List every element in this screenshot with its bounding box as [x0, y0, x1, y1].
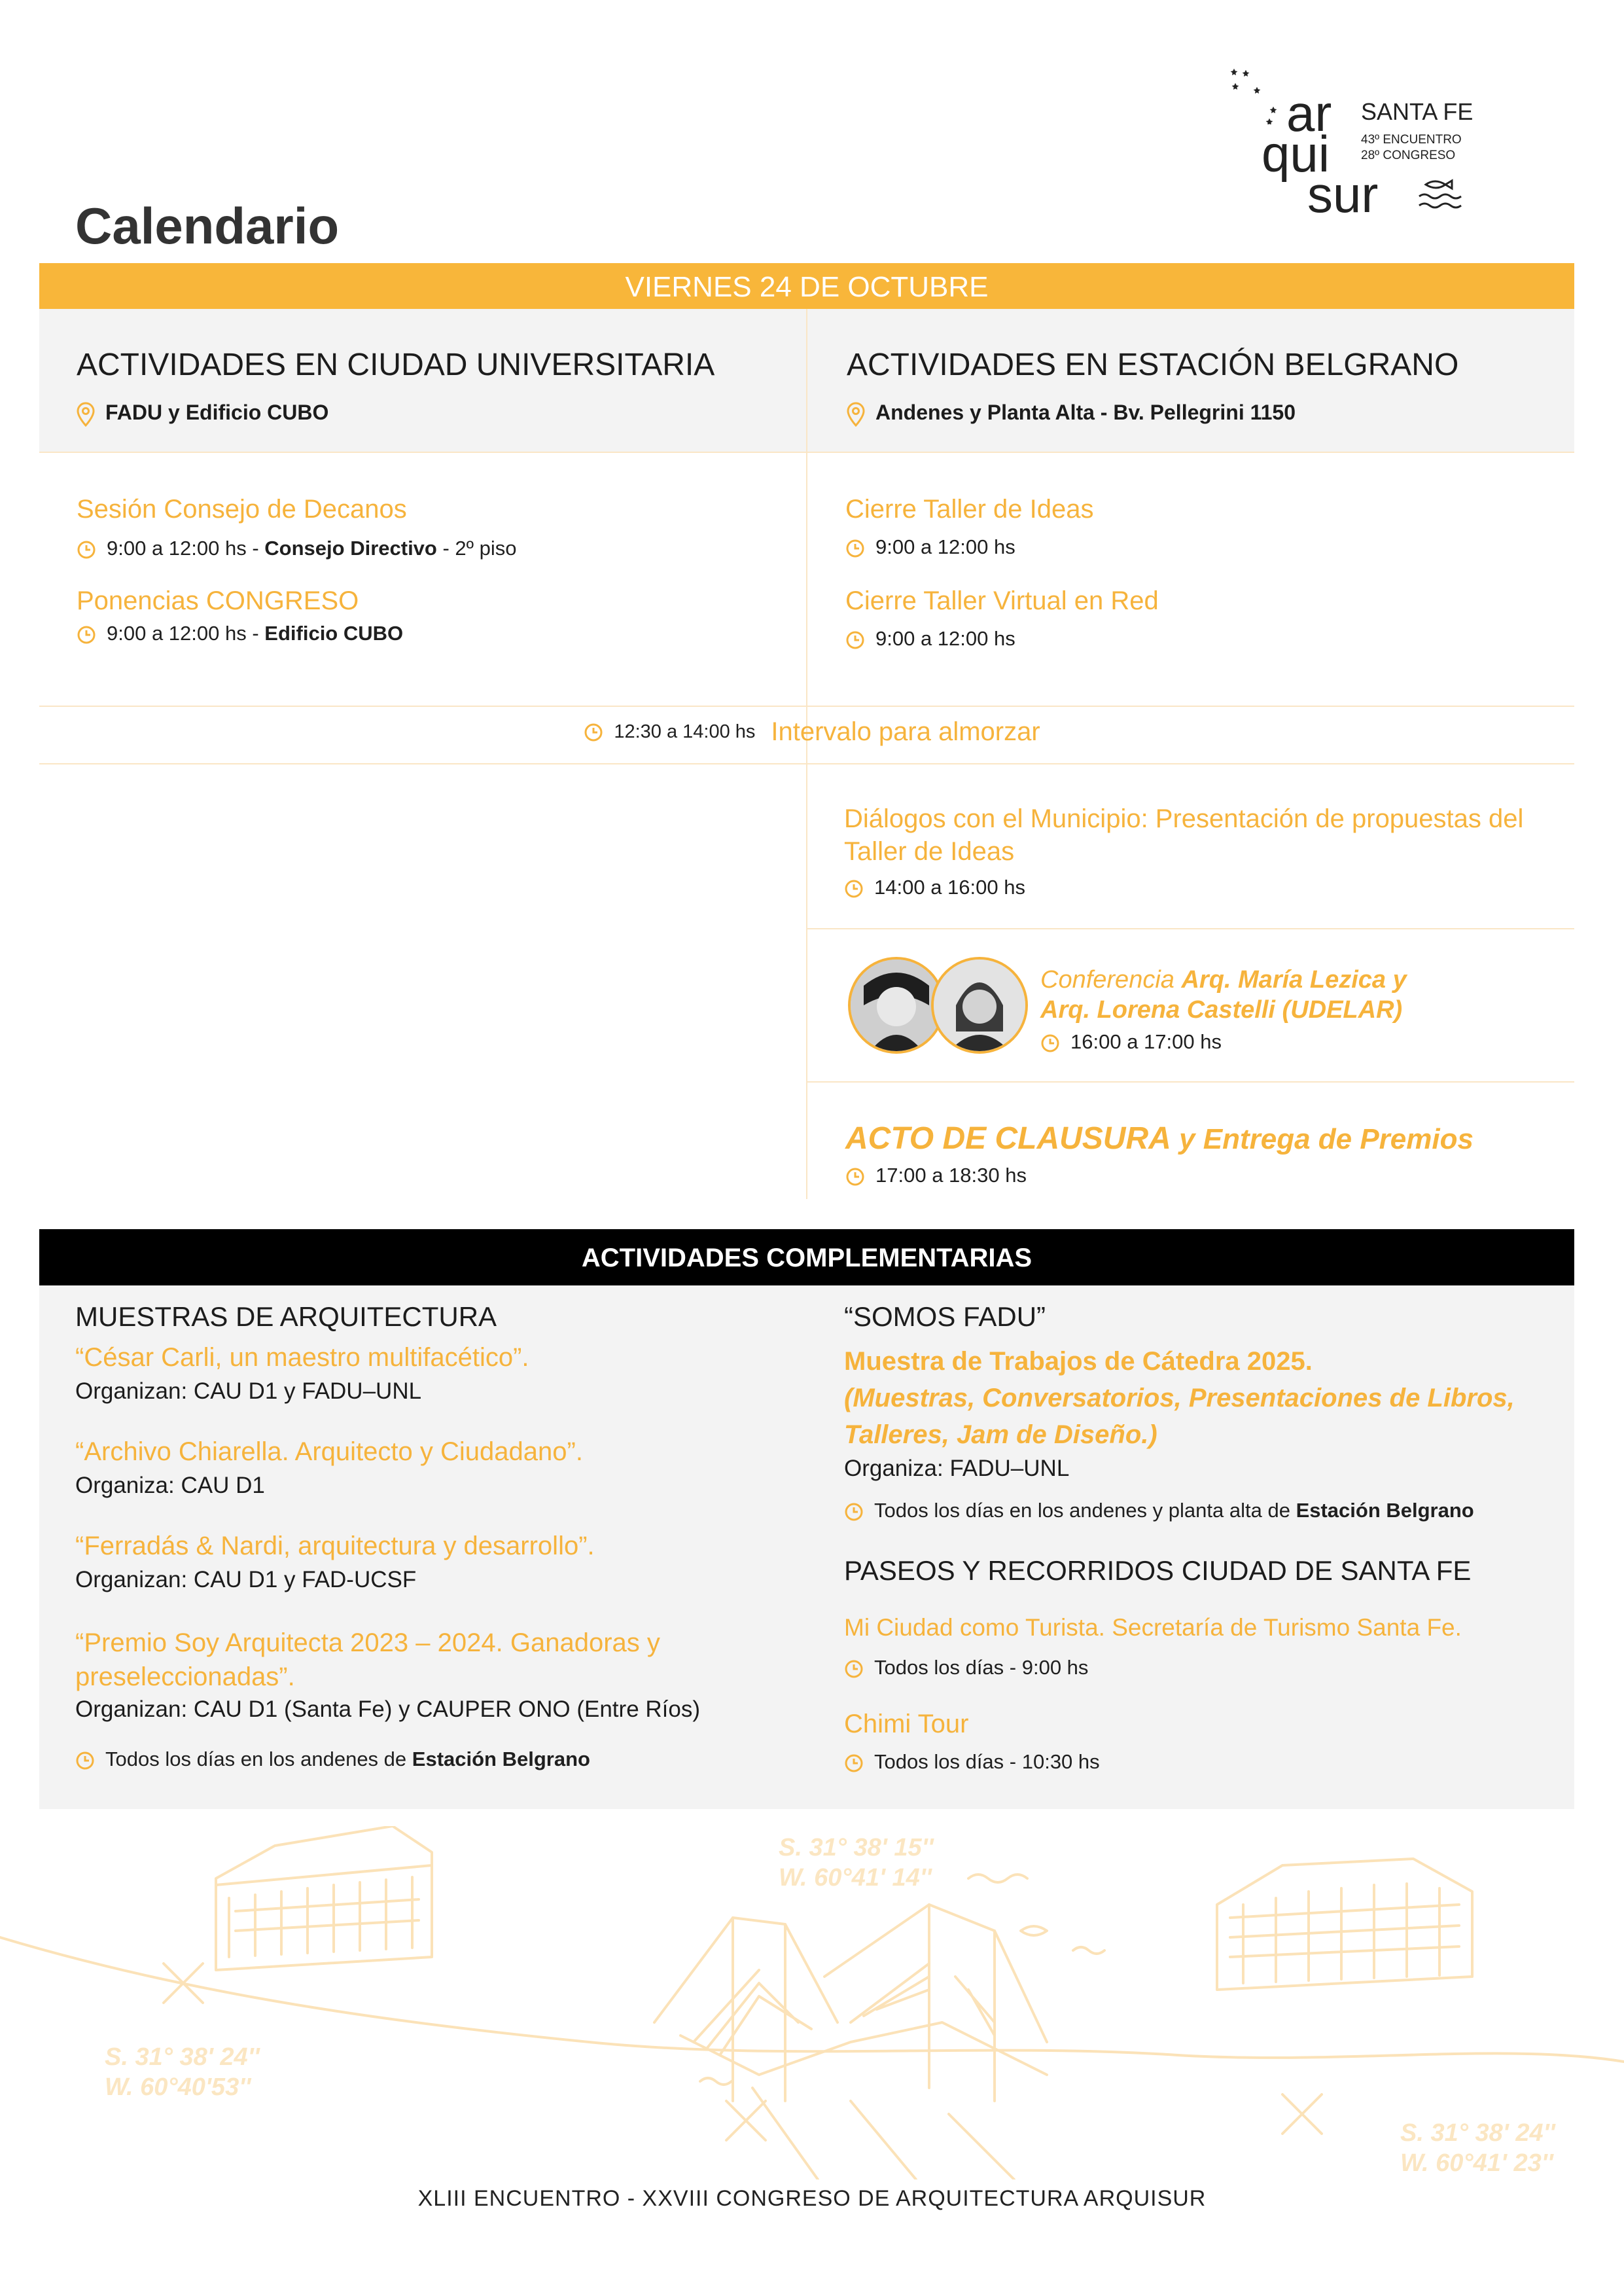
day-header: VIERNES 24 DE OCTUBRE [39, 263, 1574, 309]
divider [807, 1081, 1574, 1083]
logo-word-3: sur [1307, 166, 1379, 223]
event-title: Sesión Consejo de Decanos [77, 495, 407, 524]
paseo-title: Chimi Tour [844, 1710, 969, 1738]
lunch-row [0, 717, 1624, 747]
muestra-org: Organiza: CAU D1 [75, 1473, 265, 1498]
logo-encuentro: 43º ENCUENTRO [1361, 133, 1462, 147]
clock-icon [584, 723, 603, 742]
event-time: 9:00 a 12:00 hs - Edificio CUBO [77, 622, 403, 645]
speaker-photo-castelli [931, 957, 1028, 1054]
stars-icon [1230, 65, 1282, 124]
muestra-org: Organizan: CAU D1 y FADU–UNL [75, 1378, 422, 1404]
clock-icon [845, 630, 865, 650]
location-pin-icon [77, 402, 95, 427]
divider [39, 763, 1574, 764]
clock-icon [844, 1502, 864, 1522]
complementarias-header: ACTIVIDADES COMPLEMENTARIAS [39, 1229, 1574, 1285]
conferencia-time: 16:00 a 17:00 hs [1040, 1030, 1222, 1054]
page-title: Calendario [75, 197, 340, 255]
speaker-photo-lezica [848, 957, 945, 1054]
left-location [77, 401, 328, 427]
somos-title: “SOMOS FADU” [844, 1301, 1046, 1332]
clock-icon [75, 1751, 95, 1770]
right-section-title: ACTIVIDADES EN ESTACIÓN BELGRANO [847, 348, 1459, 382]
right-location-text: Andenes y Planta Alta - Bv. Pellegrini 1150 [875, 401, 1296, 424]
clausura-title: ACTO DE CLAUSURA y Entrega de Premios [845, 1121, 1474, 1156]
clock-icon [844, 1753, 864, 1773]
paseo-title: Mi Ciudad como Turista. Secretaría de Turismo Santa Fe. [844, 1614, 1462, 1641]
dialogos-time: 14:00 a 16:00 hs [844, 876, 1025, 899]
somos-org: Organiza: FADU–UNL [844, 1456, 1070, 1481]
location-pin-icon [847, 402, 865, 427]
muestras-note: Todos los días en los andenes de Estación Belgrano [75, 1748, 590, 1771]
page-footer: XLIII ENCUENTRO - XXVIII CONGRESO DE ARQUITECTURA ARQUISUR [417, 2186, 1207, 2211]
conferencia-title: Conferencia Arq. María Lezica y Arq. Lorena Castelli (UDELAR) [1040, 966, 1407, 1024]
clausura-time: 17:00 a 18:30 hs [845, 1164, 1027, 1187]
event-time: 9:00 a 12:00 hs [845, 535, 1015, 559]
paseo-time: Todos los días - 10:30 hs [844, 1750, 1100, 1774]
clock-icon [845, 1167, 865, 1187]
clock-icon [77, 540, 96, 560]
muestra-title: “Archivo Chiarella. Arquitecto y Ciudadano”. [75, 1437, 583, 1466]
event-time: 9:00 a 12:00 hs [845, 627, 1015, 651]
event-time: 9:00 a 12:00 hs - Consejo Directivo - 2º piso [77, 537, 516, 560]
event-title: Cierre Taller de Ideas [845, 495, 1094, 524]
left-location-text: FADU y Edificio CUBO [105, 401, 329, 424]
muestra-org: Organizan: CAU D1 y FAD-UCSF [75, 1567, 417, 1592]
muestra-org: Organizan: CAU D1 (Santa Fe) y CAUPER ONO (Entre Ríos) [75, 1696, 700, 1722]
logo-congreso: 28º CONGRESO [1361, 149, 1456, 162]
clock-icon [844, 1659, 864, 1679]
left-section-title: ACTIVIDADES EN CIUDAD UNIVERSITARIA [77, 348, 715, 382]
clock-icon [77, 625, 96, 645]
event-title: Ponencias CONGRESO [77, 586, 359, 615]
divider [39, 706, 1574, 707]
coordinate-bridge: S. 31° 38' 15'' W. 60°41' 14'' [779, 1834, 934, 1892]
divider [39, 452, 1574, 453]
logo-city: SANTA FE [1361, 98, 1474, 125]
dialogos-title: Diálogos con el Municipio: Presentación de propuestas del Taller de Ideas [844, 804, 1524, 866]
somos-note: Todos los días en los andenes y planta alta de Estación Belgrano [844, 1499, 1474, 1522]
logo-word-2: qui [1262, 125, 1330, 183]
muestra-title: “César Carli, un maestro multifacético”. [75, 1343, 529, 1372]
lunch-time: 12:30 a 14:00 hs [614, 721, 756, 742]
coordinate-right: S. 31° 38' 24'' W. 60°41' 23'' [1400, 2119, 1555, 2177]
muestra-title: “Ferradás & Nardi, arquitectura y desarrollo”. [75, 1532, 595, 1560]
coordinate-left: S. 31° 38' 24'' W. 60°40'53'' [105, 2043, 260, 2101]
column-divider [806, 309, 807, 1199]
divider [807, 928, 1574, 929]
muestras-title: MUESTRAS DE ARQUITECTURA [75, 1301, 497, 1332]
event-title: Cierre Taller Virtual en Red [845, 586, 1159, 615]
clock-icon [1040, 1033, 1060, 1053]
paseo-time: Todos los días - 9:00 hs [844, 1656, 1088, 1679]
somos-desc: Muestra de Trabajos de Cátedra 2025. (Muestras, Conversatorios, Presentaciones de Libros, Talleres, Jam de Diseño.) [844, 1347, 1515, 1449]
logo-word-1: ar [1286, 84, 1332, 142]
waves-fish-icon [1417, 175, 1469, 215]
paseos-title: PASEOS Y RECORRIDOS CIUDAD DE SANTA FE [844, 1555, 1472, 1586]
right-location [847, 401, 1296, 427]
lunch-label: Intervalo para almorzar [771, 717, 1040, 746]
clock-icon [844, 879, 864, 899]
muestra-title: “Premio Soy Arquitecta 2023 – 2024. Ganadoras y preseleccionadas”. [75, 1628, 660, 1691]
clock-icon [845, 539, 865, 558]
